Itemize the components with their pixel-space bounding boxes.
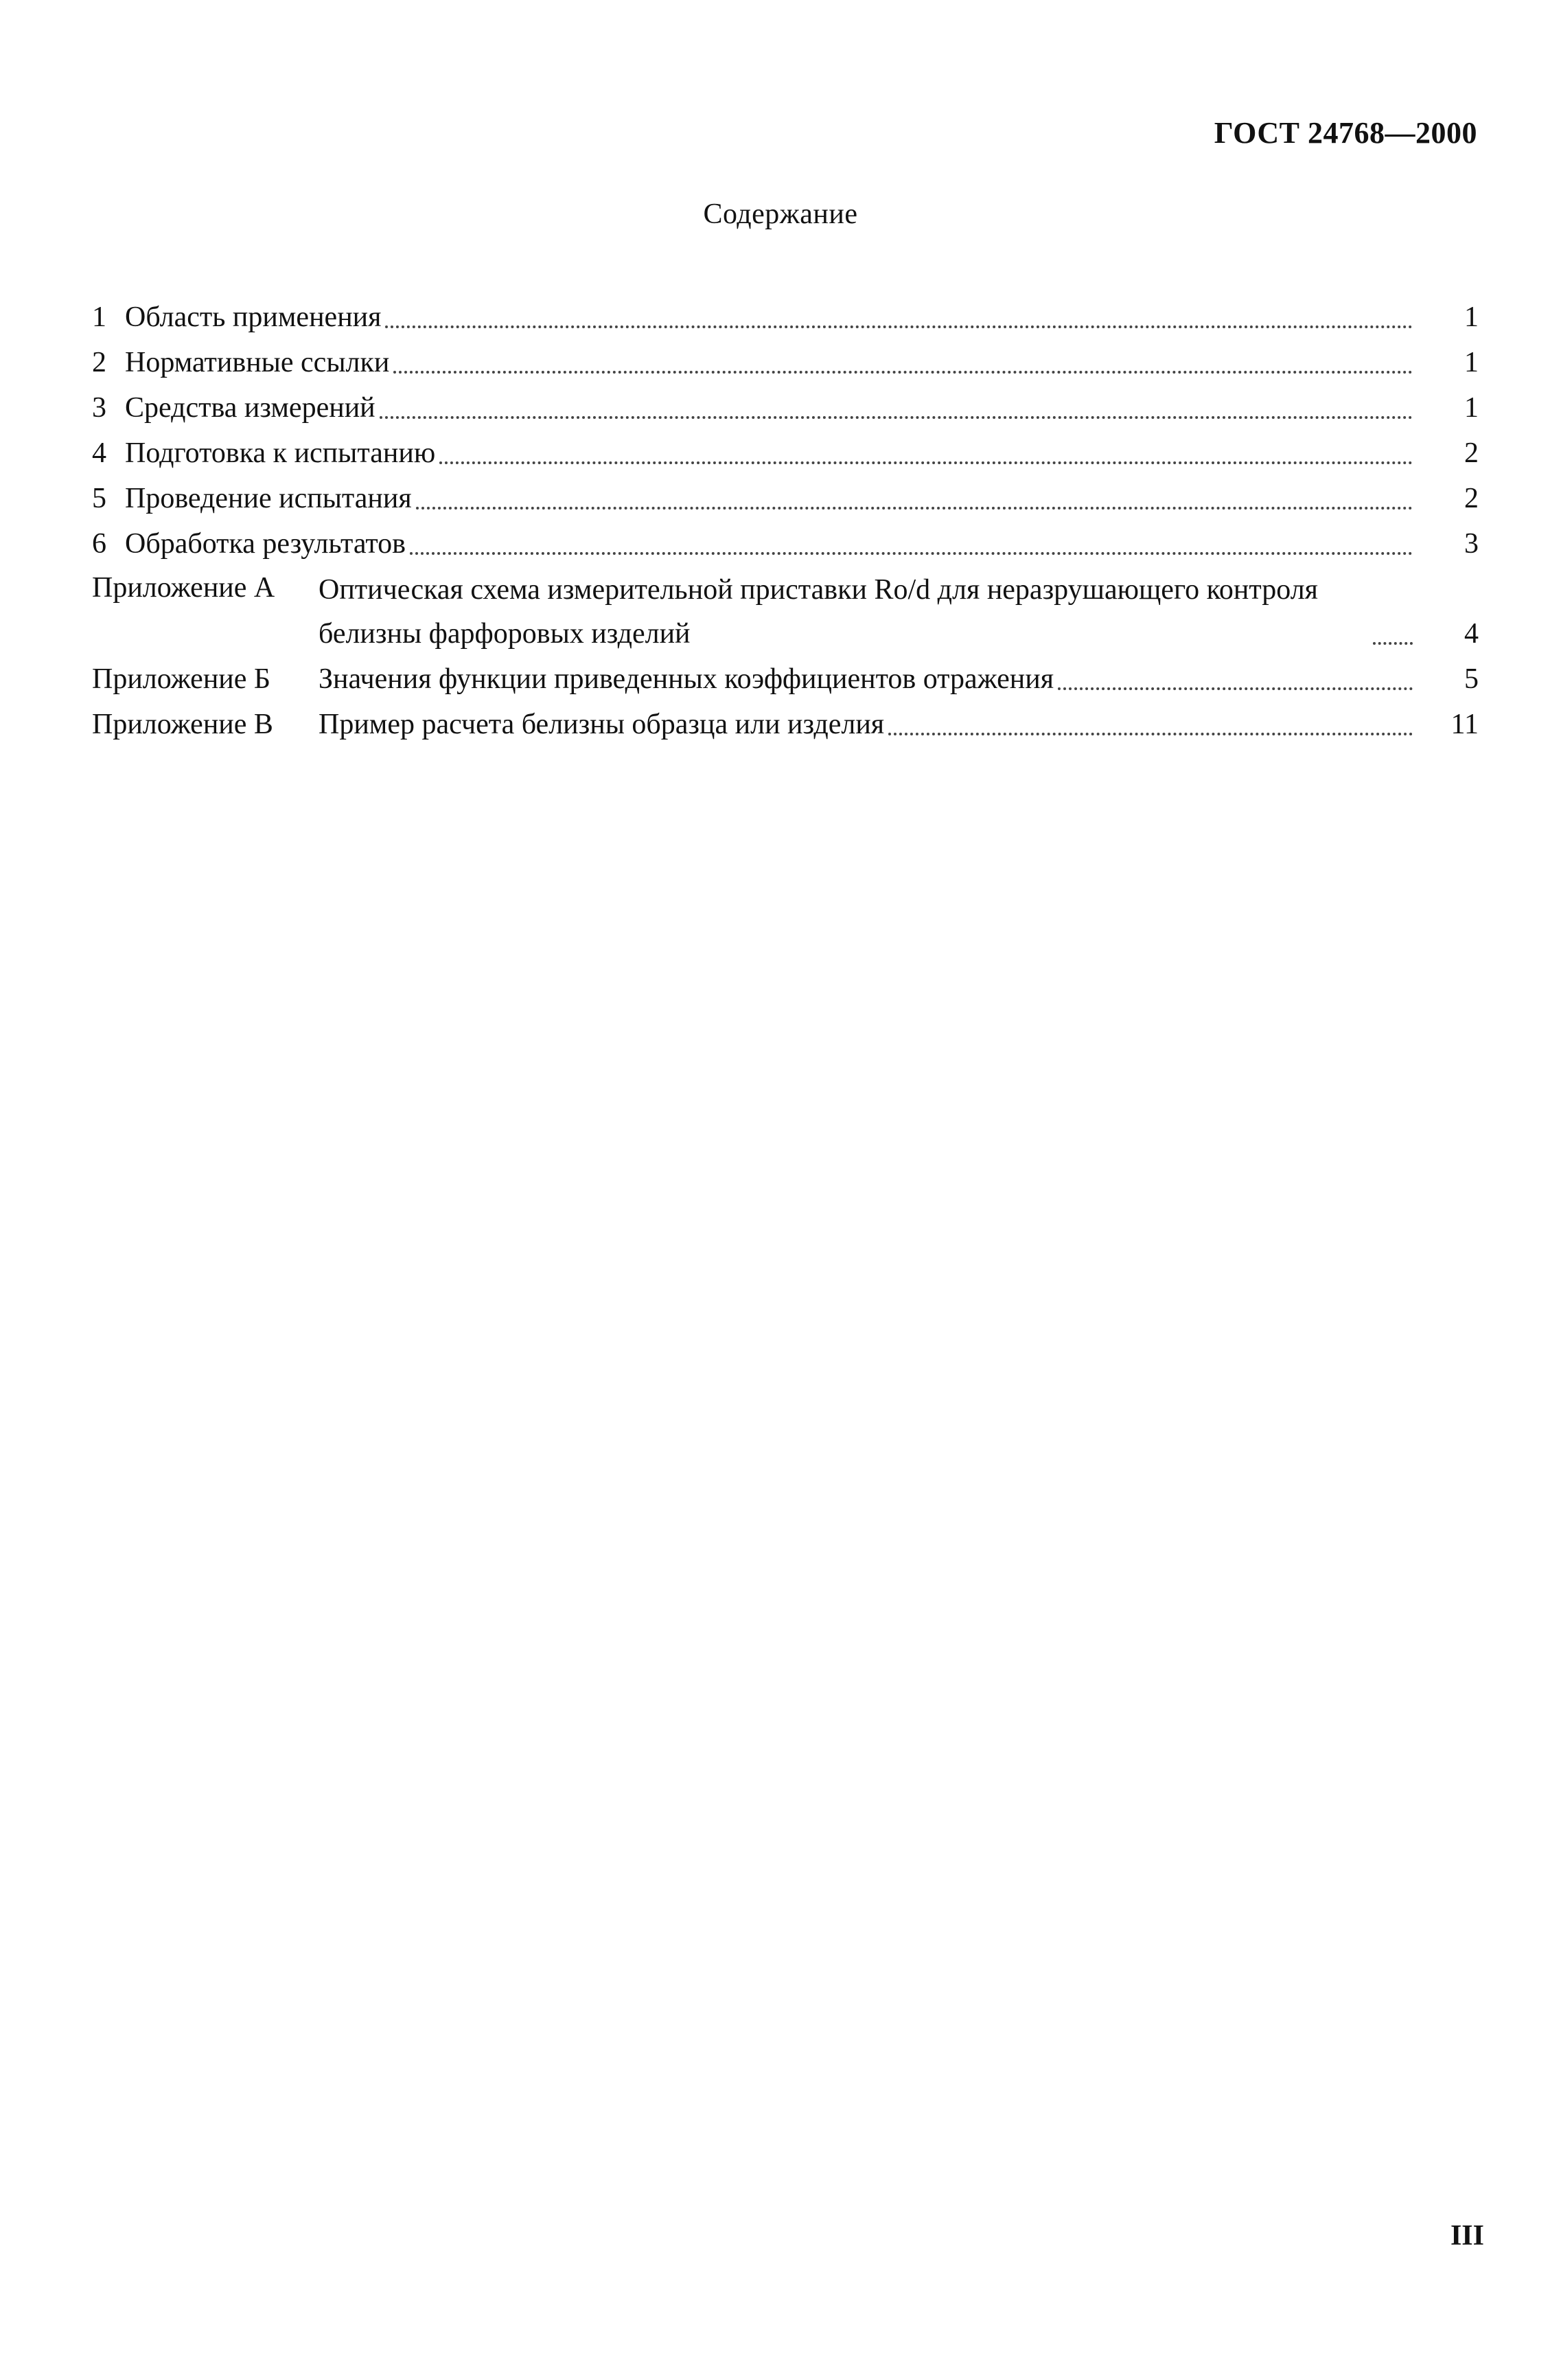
toc-entry-appendix-c[interactable] <box>92 701 1479 746</box>
toc-entry-page: 1 <box>1464 347 1479 378</box>
toc-entry-title: Значения функции приведенных коэффициентов отражения <box>319 663 1054 695</box>
toc-entry-page: 1 <box>1464 301 1479 333</box>
toc-entry-page: 1 <box>1464 392 1479 424</box>
toc-entry-6[interactable] <box>92 520 1479 566</box>
dot-leader <box>1373 642 1413 645</box>
toc-entry-title: Подготовка к испытанию <box>125 437 436 469</box>
toc-entry-number: Приложение Б <box>92 663 271 695</box>
toc-entry-number: Приложение А <box>92 572 275 604</box>
dot-leader <box>888 733 1413 735</box>
toc-entry-appendix-b[interactable] <box>92 656 1479 701</box>
toc-entry-number: 3 <box>92 392 106 424</box>
dot-leader <box>1058 687 1413 690</box>
toc-entry-number: 2 <box>92 347 106 378</box>
toc-entry-4[interactable] <box>92 430 1479 475</box>
dot-leader <box>393 371 1413 374</box>
toc-entry-title: Проведение испытания <box>125 483 412 514</box>
toc-entry-number: 6 <box>92 528 106 560</box>
toc-entry-5[interactable] <box>92 475 1479 520</box>
toc-entry-number: 5 <box>92 483 106 514</box>
toc-entry-title: Пример расчета белизны образца или изделия <box>319 709 885 740</box>
toc-entry-appendix-a[interactable] <box>92 566 1479 656</box>
toc-entry-page: 4 <box>1464 618 1479 650</box>
dot-leader <box>380 416 1413 419</box>
dot-leader <box>385 325 1413 328</box>
toc-title: Содержание <box>703 198 858 230</box>
dot-leader <box>439 461 1413 464</box>
toc-entry-title: Область применения <box>125 301 382 333</box>
table-of-contents <box>92 294 1479 746</box>
toc-entry-page: 2 <box>1464 483 1479 514</box>
toc-entry-3[interactable] <box>92 385 1479 430</box>
page-number: III <box>1450 2220 1484 2252</box>
toc-entry-title: Оптическая схема измерительной приставки Ro/d для неразрушающего контроля белизны фарфоровых изделий <box>319 574 1318 650</box>
dot-leader <box>416 507 1413 510</box>
toc-entry-page: 2 <box>1464 437 1479 469</box>
toc-entry-number: 4 <box>92 437 106 469</box>
toc-entry-title: Обработка результатов <box>125 528 406 560</box>
toc-entry-page: 11 <box>1450 709 1479 740</box>
toc-entry-1[interactable] <box>92 294 1479 339</box>
toc-entry-title: Средства измерений <box>125 392 375 424</box>
document-code: ГОСТ 24768—2000 <box>1214 116 1477 150</box>
toc-entry-2[interactable] <box>92 339 1479 385</box>
toc-entry-page: 5 <box>1464 663 1479 695</box>
toc-entry-page: 3 <box>1464 528 1479 560</box>
toc-entry-title: Нормативные ссылки <box>125 347 390 378</box>
toc-entry-number: Приложение В <box>92 709 273 740</box>
toc-entry-number: 1 <box>92 301 106 333</box>
dot-leader <box>410 552 1413 555</box>
